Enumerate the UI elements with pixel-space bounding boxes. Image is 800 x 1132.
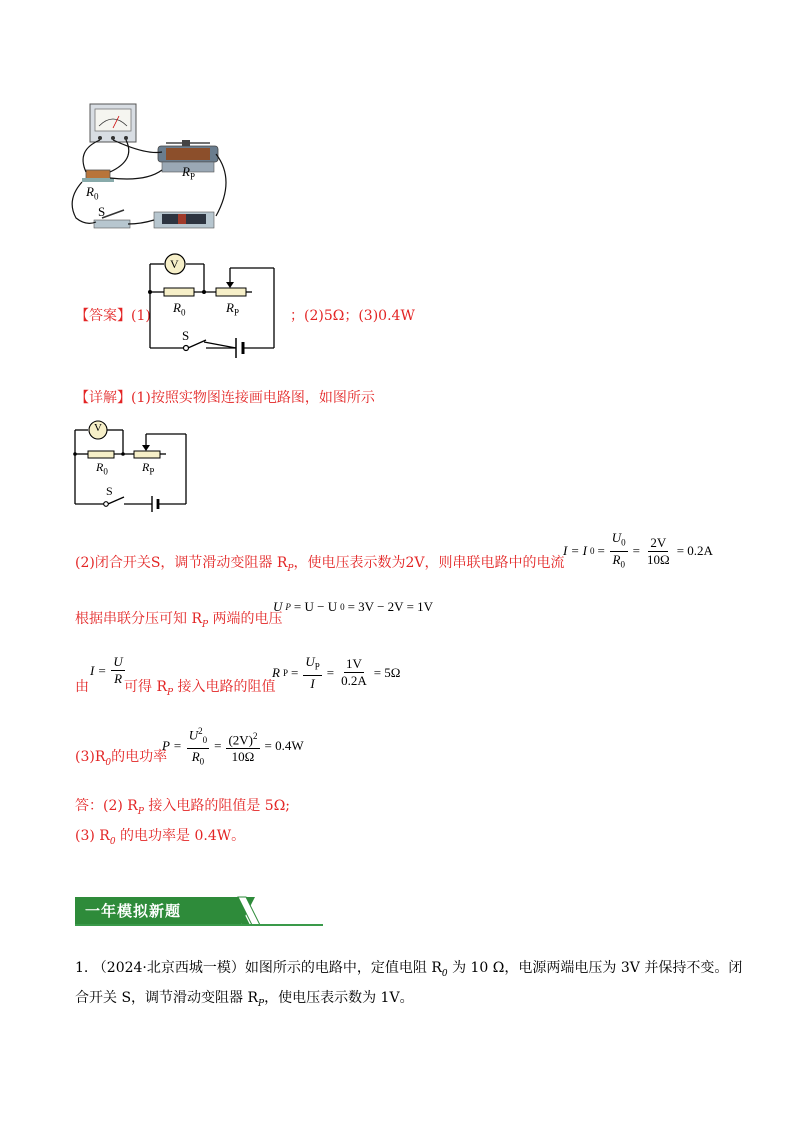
detail-voltmeter-label: V xyxy=(94,422,102,434)
answer-voltmeter-label: V xyxy=(170,257,179,271)
answer-switch-label: S xyxy=(182,328,190,343)
question-line-1: 1. （2024·北京西城一模）如图所示的电路中，定值电阻 $R_0$ 为 10 Ω，电源两端电压为 3V 并保持不变。闭 xyxy=(75,960,743,979)
step2-equation: I = I 0 = $\frac{U_0}{R_0}$ = $\frac{2V}{10\Omega}$ = 0.2A xyxy=(563,530,713,570)
section-banner-title: 一年模拟新题 xyxy=(85,902,182,920)
banner-stripes-icon xyxy=(218,895,268,927)
step3-equation: U P = U − U 0 = 3V − 2V = 1V xyxy=(273,599,434,614)
banner-underline xyxy=(75,924,323,926)
answer-label: 【答案】(1) xyxy=(75,308,151,324)
physical-rp-label: $R_P$ xyxy=(182,164,195,182)
answer-rest: ；(2)5Ω；(3)0.4W xyxy=(290,308,415,324)
question-line-2: 合开关 S，调节滑动变阻器 $R_P$，使电压表示数为 1V。 xyxy=(75,990,414,1009)
answer-circuit-diagram xyxy=(140,250,286,360)
answer-r0-label: $R_0$ xyxy=(173,300,186,318)
conclusion-line-1: 答：(2) $R_P$ 接入电路的阻值是 5Ω; xyxy=(75,798,291,817)
physical-switch-label: S xyxy=(98,204,106,219)
physical-r0-label: $R_0$ xyxy=(86,184,99,202)
answer-rp-label: $R_P$ xyxy=(226,300,239,318)
step5-equation: P = $\frac{U^2_0}{R_0}$ = $\frac{(2V)^2}{10\Omega}$ = 0.4W xyxy=(162,723,304,770)
detail-rp-label: $R_P$ xyxy=(142,460,155,477)
detail-line: 【详解】(1)按照实物图连接画电路图，如图所示 xyxy=(75,390,375,406)
conclusion-line-2: (3) $R_0$ 的电功率是 0.4W。 xyxy=(75,828,246,847)
step4-prefix: 由 xyxy=(75,679,89,695)
detail-r0-label: $R_0$ xyxy=(96,460,108,477)
step4-equation: R P = $\frac{U_P}{I}$ = $\frac{1V}{0.2A}$ = 5Ω xyxy=(272,654,401,691)
physical-circuit-figure xyxy=(66,100,236,240)
step5-text: $(3)R_0$的电功率 xyxy=(75,749,168,768)
step3-text: 根据串联分压可知 $R_P$ 两端的电压 xyxy=(75,611,283,630)
detail-circuit-diagram xyxy=(66,418,196,514)
detail-switch-label: S xyxy=(106,484,113,498)
step4-ohm-law: I = $\frac{U}{R}$ xyxy=(90,654,123,686)
step4-text: 可得 $R_P$ 接入电路的阻值 xyxy=(124,679,276,698)
step2-text: (2)闭合开关S，调节滑动变阻器 $R_P$，使电压表示数为2V，则串联电路中的电流 xyxy=(75,555,565,574)
